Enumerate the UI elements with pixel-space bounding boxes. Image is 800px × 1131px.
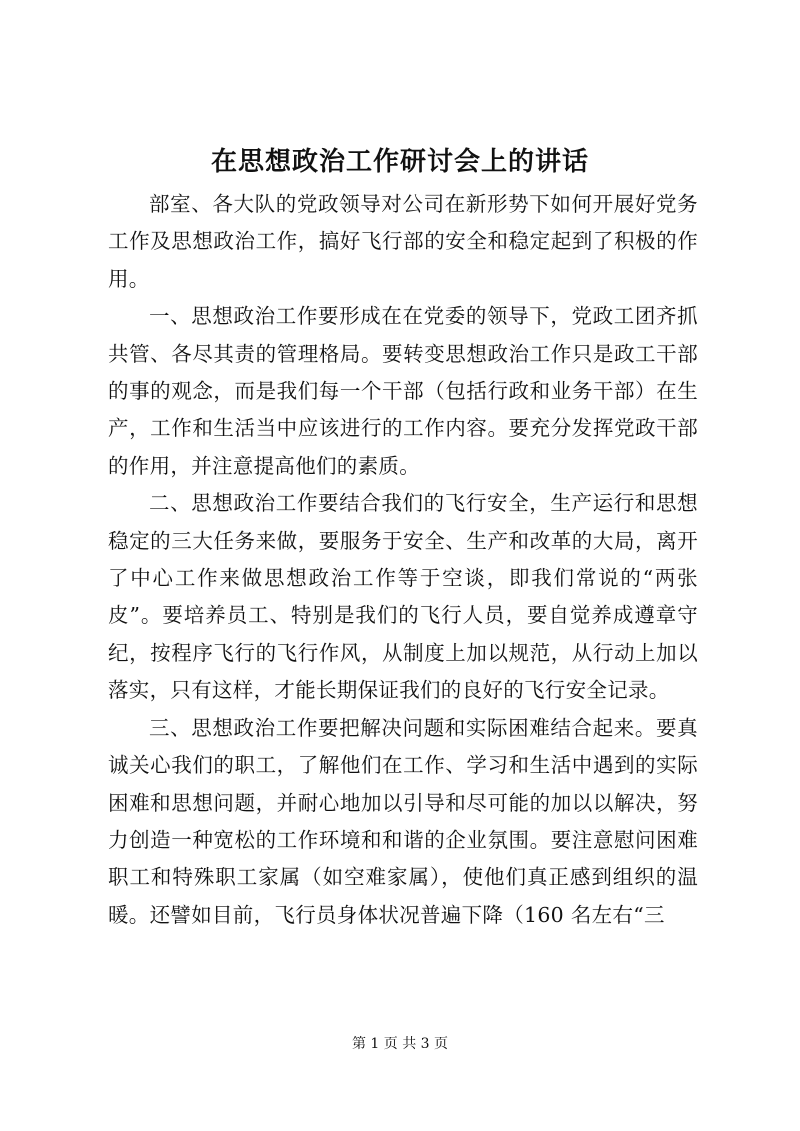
paragraph-intro: 部室、各大队的党政领导对公司在新形势下如何开展好党务工作及思想政治工作，搞好飞行部的安全和稳定起到了积极的作用。 <box>108 192 698 291</box>
page-number-footer: 第 1 页 共 3 页 <box>351 1036 449 1052</box>
document-title: 在思想政治工作研讨会上的讲话 <box>210 147 589 177</box>
paragraph-section-3: 三、思想政治工作要把解决问题和实际困难结合起来。要真诚关心我们的职工，了解他们在工作、学习和生活中遇到的实际困难和思想问题，并耐心地加以引导和尽可能的加以以解决，努力创造一种宽松的工作环境和和谐的企业氛围。要注意慰问困难职工和特殊职工家属（如空难家属），使他们真正感到组织的温暖。还譬如目前，飞行员身体状况普遍下降（160 名左右“三 <box>108 715 698 927</box>
document-body <box>108 186 698 934</box>
paragraph-section-1: 一、思想政治工作要形成在在党委的领导下，党政工团齐抓共管、各尽其责的管理格局。要转变思想政治工作只是政工干部的事的观念，而是我们每一个干部（包括行政和业务干部）在生产，工作和生活当中应该进行的工作内容。要充分发挥党政干部的作用，并注意提高他们的素质。 <box>108 304 698 478</box>
paragraph-section-2: 二、思想政治工作要结合我们的飞行安全，生产运行和思想稳定的三大任务来做，要服务于安全、生产和改革的大局，离开了中心工作来做思想政治工作等于空谈，即我们常说的“两张皮”。要培养员工、特别是我们的飞行人员，要自觉养成遵章守纪，按程序飞行的飞行作风，从制度上加以规范，从行动上加以落实，只有这样，才能长期保证我们的良好的飞行安全记录。 <box>108 491 698 703</box>
